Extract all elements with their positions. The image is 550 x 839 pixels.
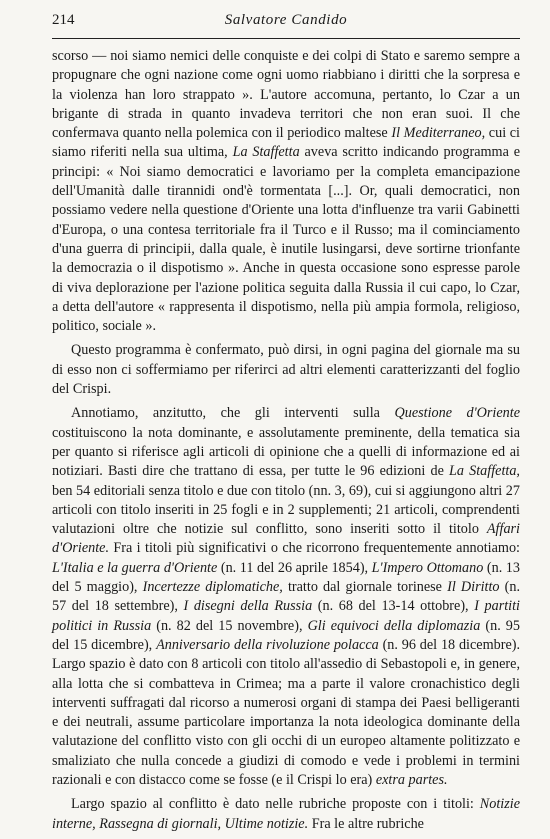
text-segment: (n. 96 del 18 dicembre). Largo spazio è dato con 8 articoli con titolo all'assedio di Sebastopoli e, in genere, alla lotta che si combatteva in Crimea; ma a parte il valore cronachistico degli interventi suffragati dal ricorso a numerosi organi di stampa dei Paesi belligeranti e dei neutrali, assume particolare importanza la nota ideologica dominante della valutazione del conflitto visto con gli occhi di un europeo altamente politizzato e smaliziato che nulla concede a giudizi di comodo e vede i problemi in termini razionali e con distacco come se fosse (e il Crispi lo era) <box>52 636 521 788</box>
italic-text-segment: Il Diritto <box>447 579 500 596</box>
italic-text-segment: I partiti politici in Russia <box>52 598 520 634</box>
text-segment: ben 54 editoriali senza titolo e due con titolo (nn. 3, 69), cui si aggiungono altri 27 articoli con titolo inseriti in 25 fogli e in 2 supplementi; 21 articoli, comprendenti valutazioni oltre che notizie sul conflitto, sono inseriti sotto il titolo <box>52 482 520 538</box>
italic-text-segment: I disegni della Russia <box>183 598 313 615</box>
italic-text-segment: Anniversario della rivoluzione polacca <box>156 636 379 653</box>
page-number: 214 <box>52 12 75 28</box>
italic-text-segment: Gli equivoci della diplomazia <box>307 617 481 634</box>
text-segment: (n. 11 del 26 aprile 1854), <box>217 559 372 576</box>
book-page <box>0 10 550 839</box>
text-segment: scorso — noi siamo nemici delle conquiste e dei colpi di Stato e saremo sempre a propugnare che ogni nazione come ogni uomo riabbiano i diritti che la sorpresa e la violenza han loro strappato ». L'autore accomuna, pertanto, lo Czar a un brigante di strada in quanto invadeva territori che non eran suoi. Il che confermava quanto nella polemica con il periodico maltese <box>52 48 520 142</box>
text-segment: Largo spazio al conflitto è dato nelle rubriche proposte con i titoli: <box>71 796 480 813</box>
italic-text-segment: Notizie interne, Rassegna di giornali, Ultime notizie. <box>52 796 520 832</box>
text-segment: costituiscono la nota dominante, e assolutamente preminente, della tematica sia per quanto si riferisce agli articoli di opinione che a quelli di informazione ed ai notiziari. Basti dire che trattano di essa, per tutte le 96 edizioni de <box>52 424 520 480</box>
text-segment: aveva scritto indicando programma e principi: « Noi siamo democratici e lavoriamo per la completa emancipazione dell'Umanità dalle tirannidi ond'è tormentata [...]. Or, quali democratici, non possiamo vedere nella questione d'Oriente una lotta d'influenze tra varii Gabinetti d'Europa, o una contesa territoriale fra il Turco e il Russo; ma il cominciamento d'una guerra di principii, dalla quale, è inutile lusingarsi, deve sortirne trionfante la democrazia o il dispotismo ». Anche in questa occasione sono espresse parole di viva deplorazione per l'azione politica seguita dalla Russia il cui capo, lo Czar, a detta dell'autore « rappresenta il dispotismo, nella più ampia formola, religioso, politico, sociale ». <box>52 144 520 335</box>
text-segment: (n. 95 del 15 dicembre), <box>52 617 520 653</box>
text-segment: (n. 82 del 15 novembre), <box>151 617 308 634</box>
text-segment: (n. 57 del 18 settembre), <box>52 579 521 615</box>
italic-text-segment: Incertezze diplomatiche, <box>142 579 283 596</box>
running-title: Salvatore Candido <box>224 12 348 28</box>
paragraph <box>52 47 520 336</box>
text-segment: (n. 68 del 13-14 ottobre), <box>312 598 475 615</box>
italic-text-segment: extra partes. <box>375 771 448 788</box>
italic-text-segment: L'Italia e la guerra d'Oriente <box>52 559 218 576</box>
text-segment: cui ci siamo riferiti nella sua ultima, <box>52 125 520 161</box>
text-segment: (n. 13 del 5 maggio), <box>52 559 520 596</box>
running-header <box>52 10 520 39</box>
text-segment: Questo programma è confermato, può dirsi, in ogni pagina del giornale ma su di esso non ci soffermiamo per riferirci ad altri elementi caratterizzanti del foglio del Crispi. <box>52 342 520 398</box>
italic-text-segment: La Staffetta <box>232 144 300 161</box>
body-text <box>52 47 520 834</box>
text-segment: Fra i titoli più significativi o che ricorrono frequentemente annotiamo: <box>109 540 520 557</box>
paragraph <box>52 795 520 834</box>
paragraph <box>52 341 520 399</box>
italic-text-segment: Il Mediterraneo, <box>391 125 486 142</box>
italic-text-segment: La Staffetta, <box>449 463 520 480</box>
text-segment: Fra le altre rubriche <box>308 815 424 832</box>
text-segment: Annotiamo, anzitutto, che gli interventi sulla <box>71 405 395 422</box>
text-segment: tratto dal giornale torinese <box>282 579 448 596</box>
paragraph <box>52 404 520 790</box>
italic-text-segment: Affari d'Oriente. <box>52 521 520 557</box>
italic-text-segment: Questione d'Oriente <box>394 405 520 422</box>
italic-text-segment: L'Impero Ottomano <box>371 559 484 576</box>
